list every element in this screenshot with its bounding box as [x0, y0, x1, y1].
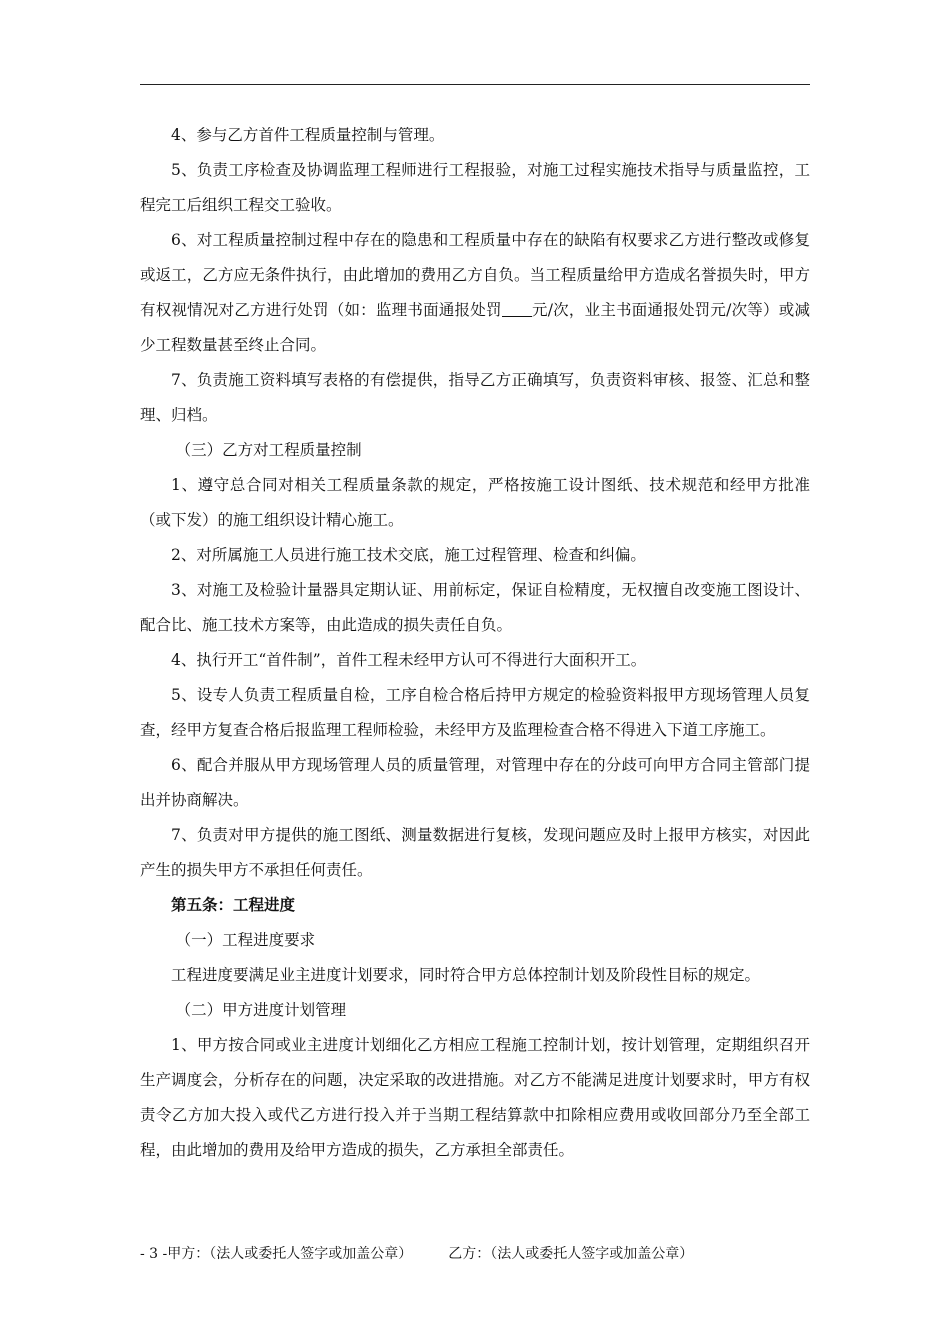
- paragraph-party-b-duty-3: 3、对施工及检验计量器具定期认证、用前标定，保证自检精度，无权擅自改变施工图设计、配合比、施工技术方案等，由此造成的损失责任自负。: [140, 581, 810, 634]
- party-a-signature-label: 甲方：（法人或委托人签字或加盖公章）: [167, 1246, 413, 1262]
- section-heading-progress-requirements: （一）工程进度要求: [175, 931, 316, 949]
- page-footer: [140, 1244, 820, 1264]
- paragraph-party-b-duty-5: 5、设专人负责工程质量自检，工序自检合格后持甲方规定的检验资料报甲方现场管理人员复查，经甲方复查合格后报监理工程师检验，未经甲方及监理检查合格不得进入下道工序施工。: [140, 686, 810, 739]
- paragraph-party-b-duty-2: 2、对所属施工人员进行施工技术交底，施工过程管理、检查和纠偏。: [171, 546, 646, 564]
- party-b-signature-label: 乙方：（法人或委托人签字或加盖公章）: [448, 1246, 694, 1262]
- paragraph-party-b-duty-4: 4、执行开工“首件制”，首件工程未经甲方认可不得进行大面积开工。: [171, 651, 647, 669]
- paragraph-party-b-duty-7: 7、负责对甲方提供的施工图纸、测量数据进行复核，发现问题应及时上报甲方核实，对因此产生的损失甲方不承担任何责任。: [140, 826, 810, 879]
- article-5-heading: 第五条：工程进度: [171, 896, 296, 914]
- paragraph-party-a-duty-7: 7、负责施工资料填写表格的有偿提供，指导乙方正确填写，负责资料审核、报签、汇总和整理、归档。: [140, 371, 810, 424]
- paragraph-party-a-duty-6-part2: 元/次，业主书面通报处罚元/次等）或减少工程数量甚至终止合同。: [140, 301, 810, 354]
- paragraph-party-b-duty-1: 1、遵守总合同对相关工程质量条款的规定，严格按施工设计图纸、技术规范和经甲方批准（或下发）的施工组织设计精心施工。: [140, 476, 810, 529]
- paragraph-party-a-duty-5: 5、负责工序检查及协调监理工程师进行工程报验，对施工过程实施技术指导与质量监控，工程完工后组织工程交工验收。: [140, 161, 810, 214]
- paragraph-party-a-duty-6-part1: 6、对工程质量控制过程中存在的隐患和工程质量中存在的缺陷有权要求乙方进行整改或修复或返工，乙方应无条件执行，由此增加的费用乙方自负。当工程质量给甲方造成名誉损失时，甲方有权视情况对乙方进行处罚（如：监理书面通报处罚: [140, 231, 810, 319]
- section-heading-party-a-schedule: （二）甲方进度计划管理: [175, 1001, 347, 1019]
- paragraph-party-a-duty-6: [140, 223, 810, 363]
- paragraph-party-a-schedule-1: 1、甲方按合同或业主进度计划细化乙方相应工程施工控制计划，按计划管理，定期组织召开生产调度会，分析存在的问题，决定采取的改进措施。对乙方不能满足进度计划要求时，甲方有权责令乙方加大投入或代乙方进行投入并于当期工程结算款中扣除相应费用或收回部分乃至全部工程，由此增加的费用及给甲方造成的损失，乙方承担全部责任。: [140, 1036, 810, 1159]
- section-heading-party-b-quality: （三）乙方对工程质量控制: [175, 441, 362, 459]
- paragraph-party-b-duty-6: 6、配合并服从甲方现场管理人员的质量管理，对管理中存在的分歧可向甲方合同主管部门提出并协商解决。: [140, 756, 810, 809]
- fill-in-blank: [502, 301, 532, 318]
- header-rule: [140, 84, 810, 85]
- page-number: - 3 -: [140, 1246, 168, 1262]
- paragraph-party-a-duty-4: 4、参与乙方首件工程质量控制与管理。: [171, 126, 445, 144]
- document-body: [140, 118, 810, 1168]
- paragraph-progress-requirements: 工程进度要满足业主进度计划要求，同时符合甲方总体控制计划及阶段性目标的规定。: [171, 966, 761, 984]
